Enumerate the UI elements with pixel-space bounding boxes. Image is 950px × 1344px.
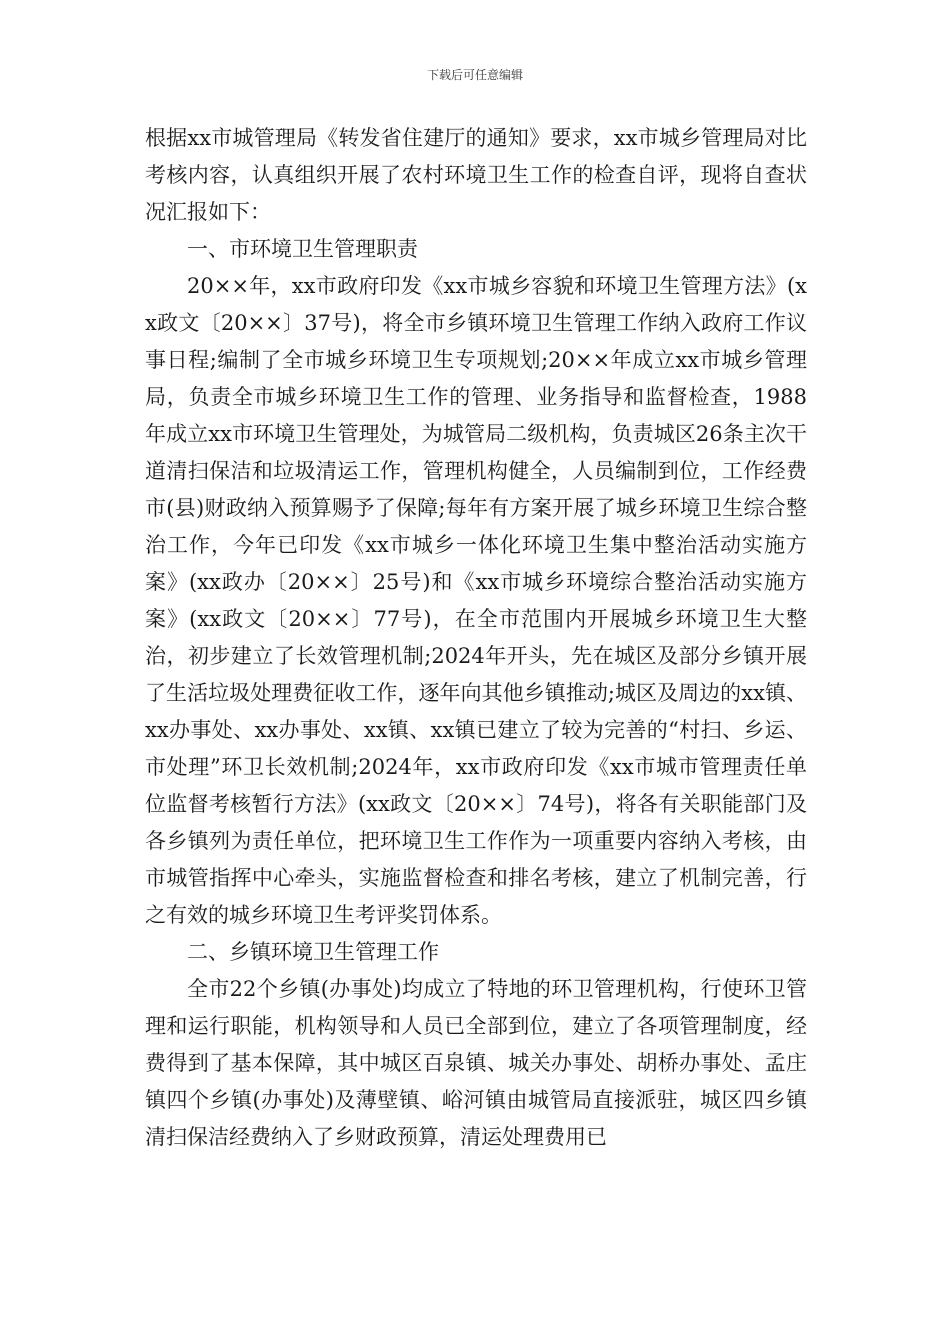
section-heading-1: 一、市环境卫生管理职责 xyxy=(187,237,418,261)
document-body xyxy=(145,120,807,1156)
section-1-paragraph: 20××年，xx市政府印发《xx市城乡容貌和环境卫生管理方法》(xx政文〔20××〕37号)，将全市乡镇环境卫生管理工作纳入政府工作议事日程;编制了全市城乡环境卫生专项规划;20××年成立xx市城乡管理局，负责全市城乡环境卫生工作的管理、业务指导和监督检查，1988年成立xx市环境卫生管理处，为城管局二级机构，负责城区26条主次干道清扫保洁和垃圾清运工作，管理机构健全，人员编制到位，工作经费市(县)财政纳入预算赐予了保障;每年有方案开展了城乡环境卫生综合整治工作，今年已印发《xx市城乡一体化环境卫生集中整治活动实施方案》(xx政办〔20××〕25号)和《xx市城乡环境综合整治活动实施方案》(xx政文〔20××〕77号)，在全市范围内开展城乡环境卫生大整治，初步建立了长效管理机制;2024年开头，先在城区及部分乡镇开展了生活垃圾处理费征收工作，逐年向其他乡镇推动;城区及周边的xx镇、xx办事处、xx办事处、xx镇、xx镇已建立了较为完善的“村扫、乡运、市处理”环卫长效机制;2024年，xx市政府印发《xx市城市管理责任单位监督考核暂行方法》(xx政文〔20××〕74号)，将各有关职能部门及各乡镇列为责任单位，把环境卫生工作作为一项重要内容纳入考核，由市城管指挥中心牵头，实施监督检查和排名考核，建立了机制完善，行之有效的城乡环境卫生考评奖罚体系。 xyxy=(145,274,807,927)
section-2-paragraph: 全市22个乡镇(办事处)均成立了特地的环卫管理机构，行使环卫管理和运行职能，机构领导和人员已全部到位，建立了各项管理制度，经费得到了基本保障，其中城区百泉镇、城关办事处、胡桥办事处、孟庄镇四个乡镇(办事处)及薄壁镇、峪河镇由城管局直接派驻，城区四乡镇清扫保洁经费纳入了乡财政预算，清运处理费用已 xyxy=(145,977,807,1149)
intro-paragraph: 根据xx市城管理局《转发省住建厅的通知》要求，xx市城乡管理局对比考核内容，认真组织开展了农村环境卫生工作的检查自评，现将自查状况汇报如下： xyxy=(145,126,807,224)
page-header: 下载后可任意编辑 xyxy=(426,68,523,82)
section-heading-2: 二、乡镇环境卫生管理工作 xyxy=(187,940,439,964)
